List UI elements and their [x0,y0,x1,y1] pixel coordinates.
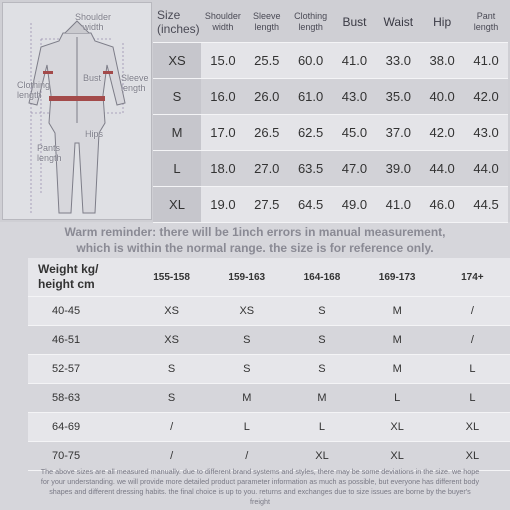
size-cell: / [435,297,510,326]
sleeve-header: Sleeve length [245,2,289,43]
size-table-header-row [153,2,508,43]
value-cell: 27.5 [245,187,289,223]
table-row [153,79,508,115]
weight-range-cell: 64-69 [28,413,134,442]
pants-length-label: Pants length [37,143,62,163]
size-cell: M [209,384,284,413]
size-cell: M [284,384,359,413]
size-cell: S [284,355,359,384]
weight-range-cell: 40-45 [28,297,134,326]
size-cell: XS [209,297,284,326]
value-cell: 61.0 [289,79,333,115]
value-cell: 47.0 [333,151,377,187]
value-cell: 15.0 [201,43,245,79]
weight-range-cell: 70-75 [28,442,134,471]
size-cell: XL [360,442,435,471]
disclaimer-text: The above sizes are all measured manually. due to different brand systems and styles, there may be some deviations in the size. we hope for your understanding. we will provide more detailed product parameter information as much as possible, but everyone has different body shapes and different dressing habits. the final choice is up to you. returns and exchanges due to size issues are borne by the buyer's freight [40,467,480,506]
size-cell: XL [360,413,435,442]
value-cell: 44.5 [464,187,508,223]
value-cell: 25.5 [245,43,289,79]
size-cell: XL [153,187,201,223]
weight-height-header: Weight kg/ height cm [28,258,134,297]
value-cell: 39.0 [376,151,420,187]
weight-range-cell: 58-63 [28,384,134,413]
size-cell: XS [134,326,209,355]
value-cell: 49.0 [333,187,377,223]
table-row [28,355,510,384]
size-cell: XL [435,413,510,442]
value-cell: 17.0 [201,115,245,151]
size-cell: S [284,326,359,355]
size-cell: S [284,297,359,326]
size-cell: S [134,384,209,413]
garment-diagram [2,2,152,220]
jumpsuit-outline-icon [3,3,151,219]
height-range-header: 169-173 [360,258,435,297]
clothing-header: Clothing length [289,2,333,43]
height-range-header: 174+ [435,258,510,297]
pant-header: Pant length [464,2,508,43]
value-cell: 42.0 [420,115,464,151]
size-cell: / [209,442,284,471]
table-row [28,297,510,326]
value-cell: 41.0 [464,43,508,79]
waist-header: Waist [376,2,420,43]
value-cell: 44.0 [420,151,464,187]
value-cell: 16.0 [201,79,245,115]
hip-header: Hip [420,2,464,43]
value-cell: 42.0 [464,79,508,115]
value-cell: 33.0 [376,43,420,79]
weight-range-cell: 46-51 [28,326,134,355]
value-cell: 19.0 [201,187,245,223]
weight-height-table [28,258,510,471]
weight-range-cell: 52-57 [28,355,134,384]
warm-reminder [0,224,510,258]
size-cell: S [209,355,284,384]
size-cell: / [134,413,209,442]
size-chart-section [0,0,510,222]
size-cell: M [360,355,435,384]
shoulder-width-label: Shoulder width [75,12,112,32]
value-cell: 63.5 [289,151,333,187]
size-cell: L [360,384,435,413]
value-cell: 43.0 [333,79,377,115]
size-cell: / [435,326,510,355]
size-cell: L [284,413,359,442]
size-cell: S [134,355,209,384]
value-cell: 44.0 [464,151,508,187]
value-cell: 60.0 [289,43,333,79]
reminder-line-2: which is within the normal range. the size is for reference only. [76,241,434,255]
value-cell: 41.0 [376,187,420,223]
height-range-header: 164-168 [284,258,359,297]
size-cell: S [209,326,284,355]
size-cell: S [153,79,201,115]
table-row [153,187,508,223]
size-header: Size (inches) [153,2,201,43]
table-row [153,43,508,79]
size-cell: XL [435,442,510,471]
table-row [28,413,510,442]
table-row [153,115,508,151]
size-cell: / [134,442,209,471]
weight-table-header-row [28,258,510,297]
height-range-header: 155-158 [134,258,209,297]
value-cell: 26.0 [245,79,289,115]
size-cell: M [360,297,435,326]
sleeve-length-label: Sleeve length [121,73,149,93]
shoulder-header: Shoulder width [201,2,245,43]
value-cell: 35.0 [376,79,420,115]
size-cell: XS [134,297,209,326]
reminder-line-1: Warm reminder: there will be 1inch errors in manual measurement, [64,225,446,239]
table-row [28,326,510,355]
size-cell: L [209,413,284,442]
size-cell: M [153,115,201,151]
value-cell: 26.5 [245,115,289,151]
value-cell: 45.0 [333,115,377,151]
bust-label: Bust [83,73,102,83]
value-cell: 27.0 [245,151,289,187]
table-row [28,384,510,413]
value-cell: 40.0 [420,79,464,115]
size-cell: XL [284,442,359,471]
size-cell: L [153,151,201,187]
value-cell: 18.0 [201,151,245,187]
table-row [153,151,508,187]
size-measurements-table [153,2,508,223]
clothing-length-label: Clothing length [17,80,51,100]
value-cell: 38.0 [420,43,464,79]
hips-label: Hips [85,129,104,139]
value-cell: 41.0 [333,43,377,79]
value-cell: 43.0 [464,115,508,151]
value-cell: 64.5 [289,187,333,223]
size-cell: L [435,355,510,384]
height-range-header: 159-163 [209,258,284,297]
size-cell: L [435,384,510,413]
size-cell: M [360,326,435,355]
value-cell: 62.5 [289,115,333,151]
value-cell: 37.0 [376,115,420,151]
value-cell: 46.0 [420,187,464,223]
size-cell: XS [153,43,201,79]
bust-header: Bust [333,2,377,43]
